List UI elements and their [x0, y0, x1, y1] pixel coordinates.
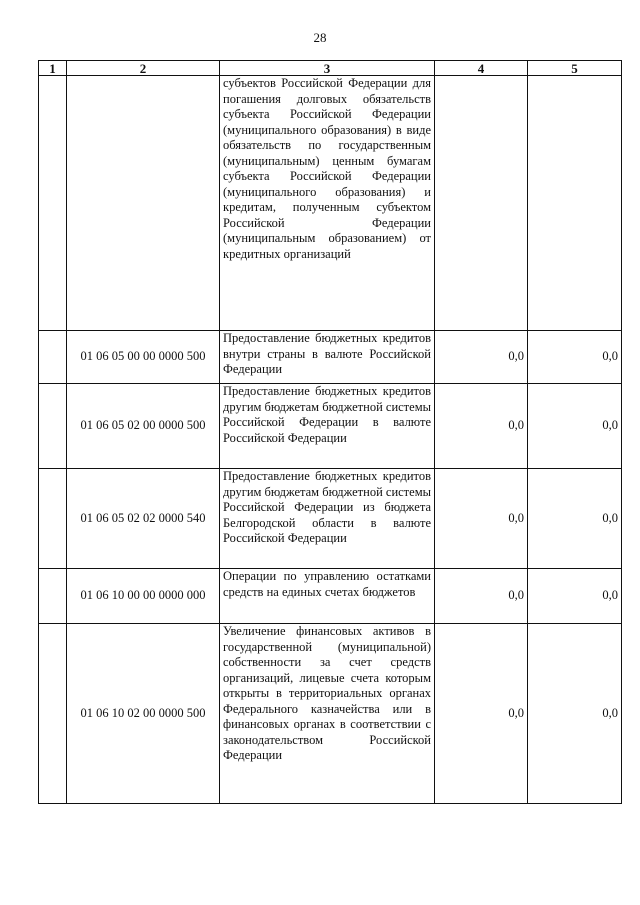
- description-cell: Операции по управлению остатками средств на единых счетах бюджетов: [220, 569, 435, 624]
- value-col4-cell: 0,0: [435, 384, 528, 469]
- page-number: 28: [313, 30, 327, 45]
- budget-code-cell: 01 06 10 00 00 0000 000: [67, 569, 220, 624]
- budget-sources-table: [38, 60, 622, 804]
- table-row: [39, 469, 622, 569]
- row-number-cell: [39, 331, 67, 384]
- budget-code-cell: 01 06 05 02 00 0000 500: [67, 384, 220, 469]
- budget-code-cell: 01 06 05 02 02 0000 540: [67, 469, 220, 569]
- description-cell: Предоставление бюджетных кредитов внутри страны в валюте Российской Федерации: [220, 331, 435, 384]
- value-col5-cell: 0,0: [528, 331, 622, 384]
- budget-code-cell: [67, 76, 220, 331]
- value-col5-cell: 0,0: [528, 384, 622, 469]
- header-col-1: 1: [39, 61, 67, 76]
- value-col5-cell: [528, 76, 622, 331]
- budget-code-cell: 01 06 05 00 00 0000 500: [67, 331, 220, 384]
- row-number-cell: [39, 569, 67, 624]
- description-cell: Предоставление бюджетных кредитов другим бюджетам бюджетной системы Российской Федерации из бюджета Белгородской области в валюте Российской Федерации: [220, 469, 435, 569]
- row-number-cell: [39, 384, 67, 469]
- table-row: [39, 624, 622, 804]
- value-col4-cell: 0,0: [435, 624, 528, 804]
- header-col-2: 2: [67, 61, 220, 76]
- row-number-cell: [39, 624, 67, 804]
- value-col5-cell: 0,0: [528, 624, 622, 804]
- value-col5-cell: 0,0: [528, 569, 622, 624]
- header-col-4: 4: [435, 61, 528, 76]
- description-cell: Увеличение финансовых активов в государственной (муниципальной) собственности за счет средств организаций, лицевые счета которым открыты в территориальных органах Федерального казначейства или в финансовых органах в соответствии с законодательством Российской Федерации: [220, 624, 435, 804]
- budget-code-cell: 01 06 10 02 00 0000 500: [67, 624, 220, 804]
- table-row: [39, 76, 622, 331]
- description-cell: Предоставление бюджетных кредитов другим бюджетам бюджетной системы Российской Федерации в валюте Российской Федерации: [220, 384, 435, 469]
- table-row: [39, 331, 622, 384]
- table-row: [39, 384, 622, 469]
- row-number-cell: [39, 469, 67, 569]
- header-col-3: 3: [220, 61, 435, 76]
- value-col4-cell: 0,0: [435, 331, 528, 384]
- value-col4-cell: 0,0: [435, 469, 528, 569]
- value-col4-cell: 0,0: [435, 569, 528, 624]
- header-col-5: 5: [528, 61, 622, 76]
- value-col5-cell: 0,0: [528, 469, 622, 569]
- table-row: [39, 569, 622, 624]
- value-col4-cell: [435, 76, 528, 331]
- table-header-row: [39, 61, 622, 76]
- row-number-cell: [39, 76, 67, 331]
- description-cell: субъектов Российской Федерации для погашения долговых обязательств субъекта Российской Федерации (муниципального образования) в виде обязательств по государственным (муниципальным) ценным бумагам субъекта Российской Федерации (муниципального образования) и кредитам, полученным субъектом Российской Федерации (муниципальным образованием) от кредитных организаций: [220, 76, 435, 331]
